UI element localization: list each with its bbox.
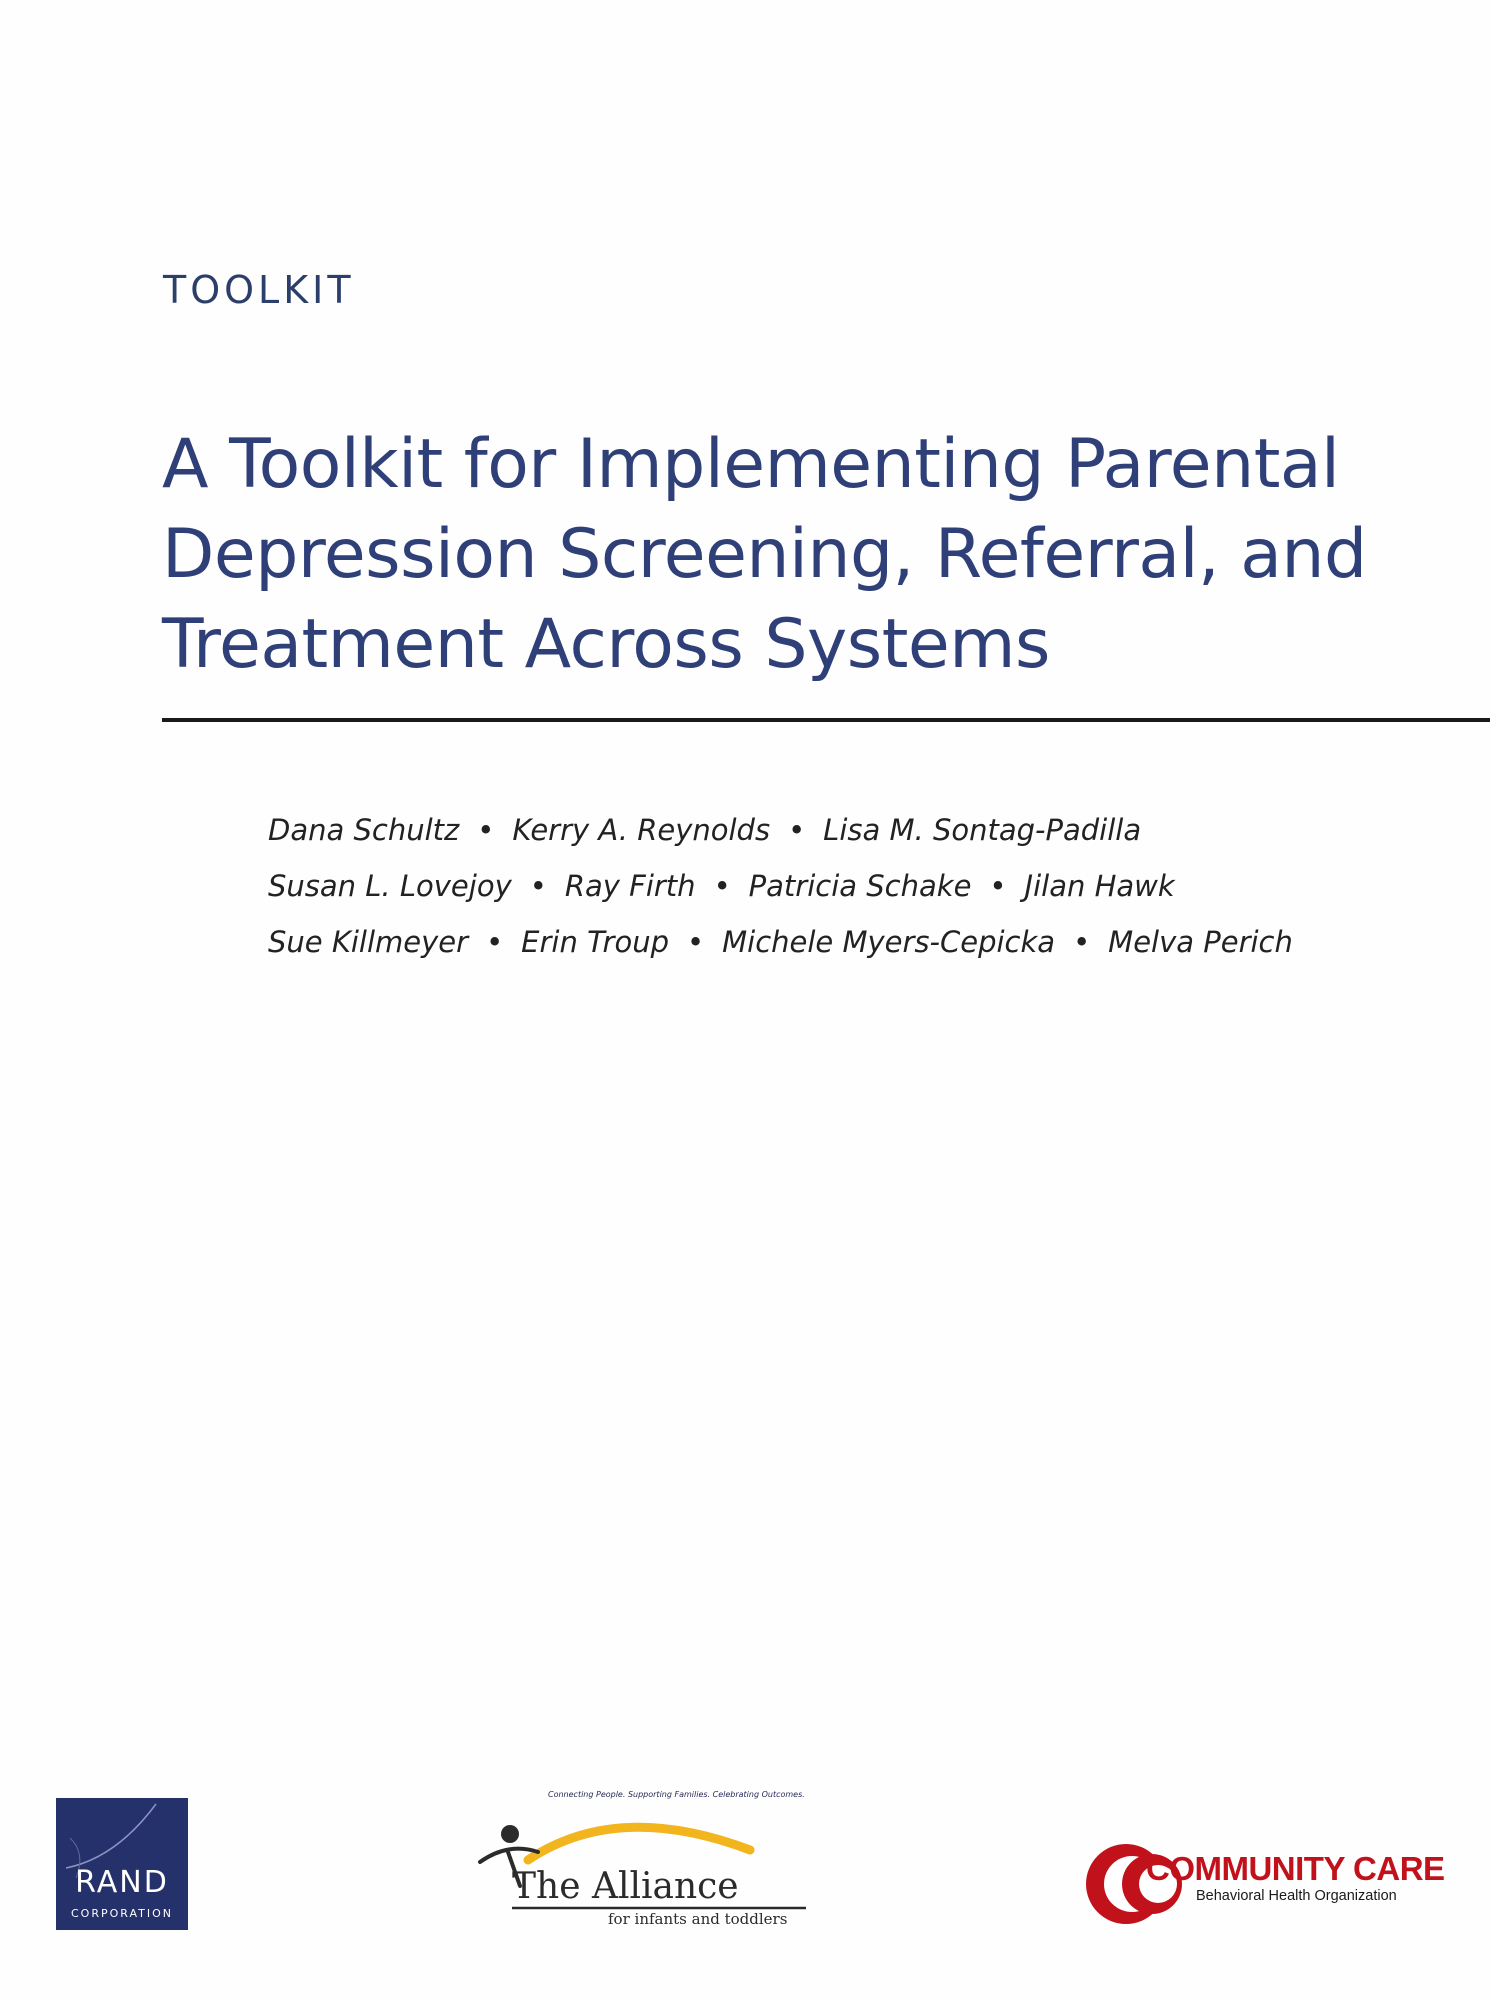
bullet-separator: • <box>687 925 705 959</box>
author-line-1 <box>268 802 1293 858</box>
bullet-separator: • <box>477 813 495 847</box>
title-rule <box>162 718 1490 722</box>
bullet-separator: • <box>529 869 547 903</box>
author: Lisa M. Sontag-Padilla <box>823 813 1142 847</box>
title-line: Depression Screening, Referral, and <box>162 515 1367 594</box>
bullet-separator: • <box>486 925 504 959</box>
community-care-wordmark: COMMUNITY CARE <box>1146 1850 1445 1887</box>
community-care-subtitle: Behavioral Health Organization <box>1196 1888 1397 1904</box>
document-title <box>162 420 1462 690</box>
author: Dana Schultz <box>268 813 460 847</box>
author: Patricia Schake <box>748 869 972 903</box>
rand-wordmark: RAND <box>75 1865 169 1900</box>
author-line-3 <box>268 914 1293 970</box>
bullet-separator: • <box>989 869 1007 903</box>
author: Kerry A. Reynolds <box>512 813 771 847</box>
author: Susan L. Lovejoy <box>268 869 512 903</box>
author: Melva Perich <box>1108 925 1293 959</box>
author: Erin Troup <box>521 925 669 959</box>
author-line-2 <box>268 858 1293 914</box>
bullet-separator: • <box>788 813 806 847</box>
community-care-logo <box>1080 1836 1445 1936</box>
alliance-logo <box>468 1790 828 1940</box>
alliance-tagline: Connecting People. Supporting Families. Celebrating Outcomes. <box>548 1790 805 1799</box>
bullet-separator: • <box>713 869 731 903</box>
author: Michele Myers-Cepicka <box>722 925 1056 959</box>
alliance-subtitle: for infants and toddlers <box>608 1910 788 1928</box>
author-list <box>268 802 1293 970</box>
rand-logo <box>56 1798 188 1930</box>
document-type-label: TOOLKIT <box>163 268 355 312</box>
title-line: A Toolkit for Implementing Parental <box>162 425 1340 504</box>
author: Jilan Hawk <box>1024 869 1175 903</box>
bullet-separator: • <box>1073 925 1091 959</box>
title-line: Treatment Across Systems <box>162 605 1050 684</box>
author: Sue Killmeyer <box>268 925 469 959</box>
alliance-wordmark: The Alliance <box>512 1866 739 1907</box>
rand-subtitle: CORPORATION <box>71 1907 173 1920</box>
author: Ray Firth <box>564 869 696 903</box>
